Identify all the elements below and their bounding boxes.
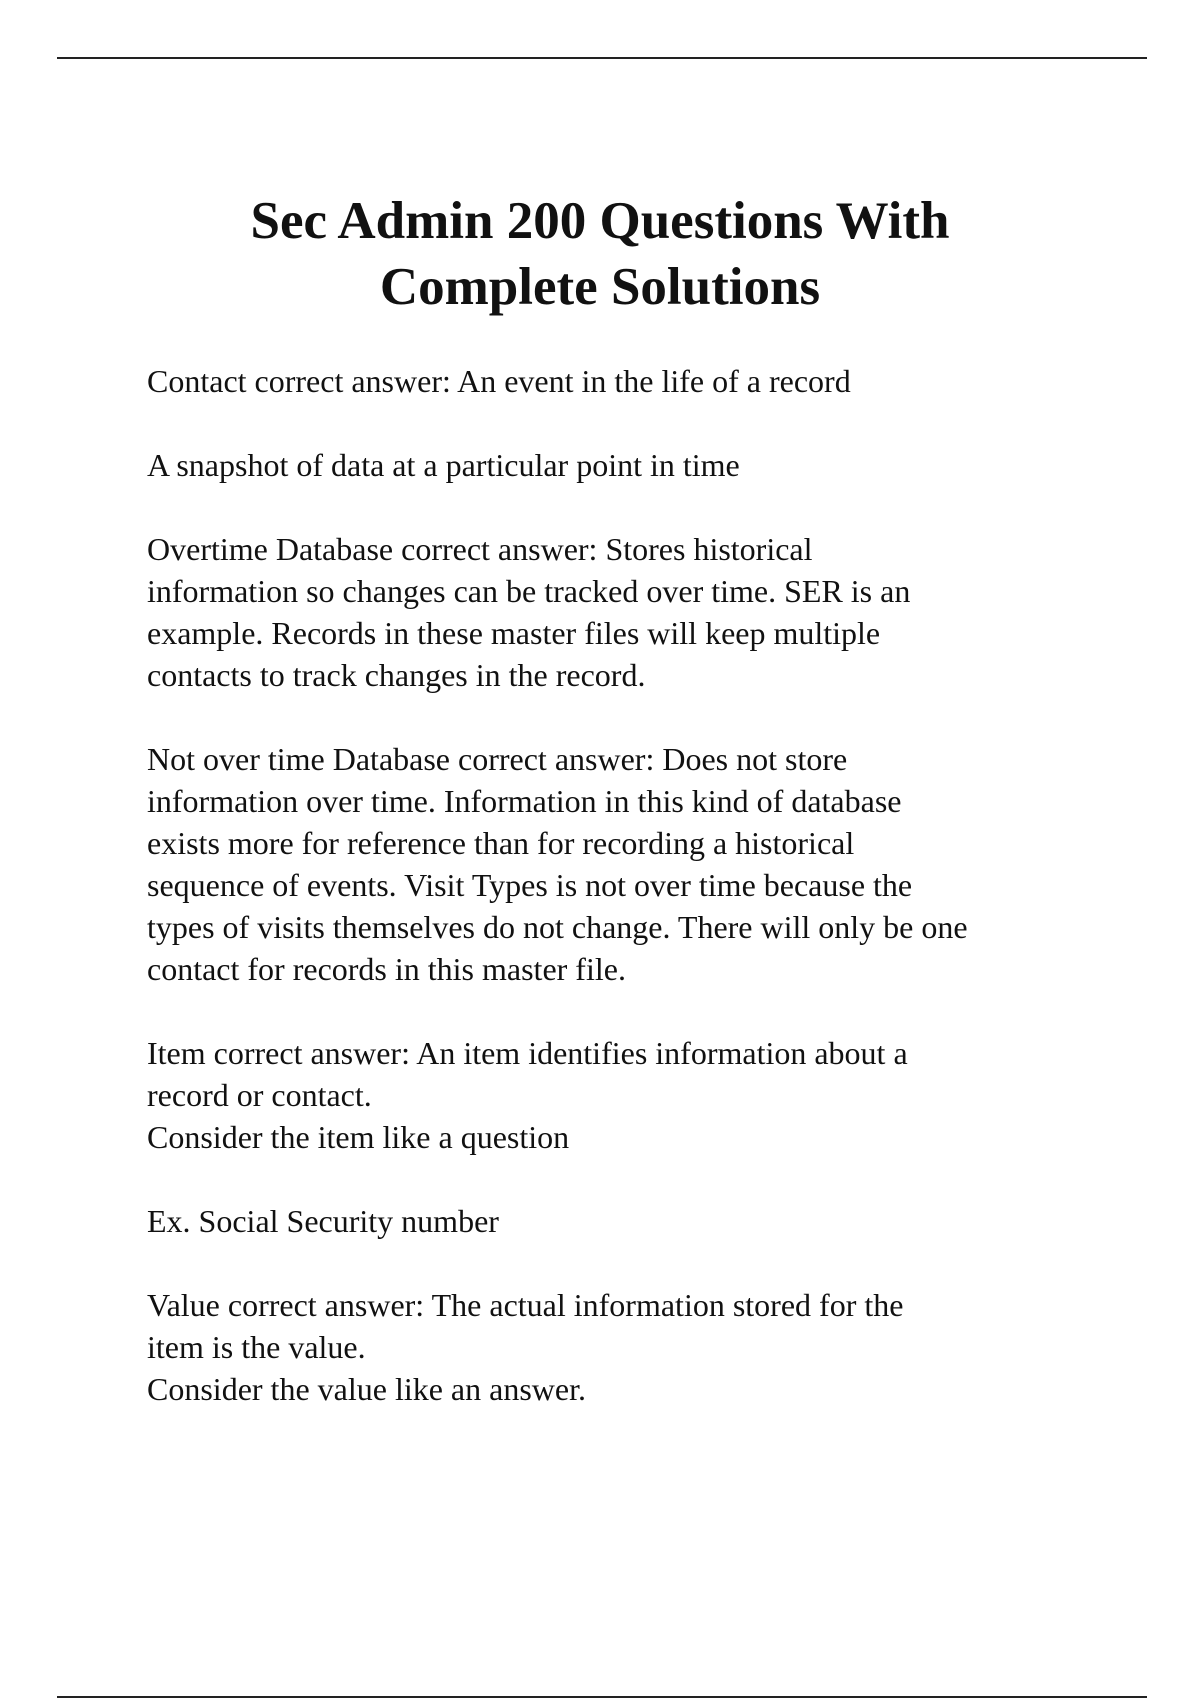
title-line: Complete Solutions	[379, 258, 821, 316]
document-body	[147, 360, 1107, 1452]
text-line: exists more for reference than for recording a historical	[147, 825, 855, 861]
text-line: A snapshot of data at a particular point in time	[147, 447, 740, 483]
text-line: Item correct answer: An item identifies information about a	[147, 1035, 908, 1071]
footer-rule	[57, 1696, 1147, 1698]
text-line: Value correct answer: The actual information stored for the	[147, 1287, 904, 1323]
text-line: types of visits themselves do not change. There will only be one	[147, 909, 968, 945]
qa-paragraph	[147, 738, 1107, 990]
text-line: Not over time Database correct answer: Does not store	[147, 741, 848, 777]
text-line: Consider the item like a question	[147, 1119, 570, 1155]
text-line: Consider the value like an answer.	[147, 1371, 586, 1407]
qa-paragraph	[147, 1284, 1107, 1410]
text-line: example. Records in these master files will keep multiple	[147, 615, 881, 651]
qa-paragraph	[147, 1032, 1107, 1158]
text-line: Contact correct answer: An event in the life of a record	[147, 363, 851, 399]
qa-paragraph	[147, 444, 1107, 486]
text-line: Overtime Database correct answer: Stores historical	[147, 531, 813, 567]
qa-paragraph	[147, 528, 1107, 696]
text-line: information over time. Information in this kind of database	[147, 783, 902, 819]
text-line: Ex. Social Security number	[147, 1203, 499, 1239]
text-line: contact for records in this master file.	[147, 951, 626, 987]
document-title	[0, 188, 1200, 320]
header-rule	[57, 57, 1147, 59]
title-line: Sec Admin 200 Questions With	[250, 192, 950, 250]
text-line: contacts to track changes in the record.	[147, 657, 646, 693]
text-line: information so changes can be tracked over time. SER is an	[147, 573, 911, 609]
text-line: record or contact.	[147, 1077, 372, 1113]
qa-paragraph	[147, 360, 1107, 402]
qa-paragraph	[147, 1200, 1107, 1242]
text-line: sequence of events. Visit Types is not over time because the	[147, 867, 913, 903]
text-line: item is the value.	[147, 1329, 366, 1365]
